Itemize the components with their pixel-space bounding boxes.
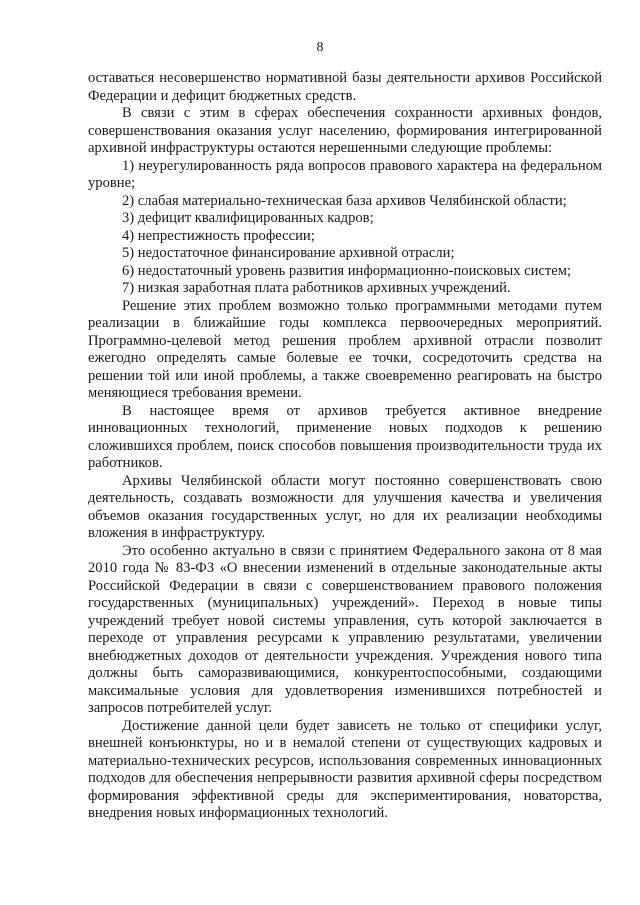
list-item: 5) недостаточное финансирование архивной отрасли; <box>122 245 455 261</box>
paragraph-innovation: В настоящее время от архивов требуется активное внедрение инновационных технологий, применение новых подходов к решению сложившихся проблем, поиск способов повышения производительности труда их работников. <box>88 402 602 471</box>
list-item: 2) слабая материально-техническая база архивов Челябинской области; <box>122 192 567 209</box>
list-item: 3) дефицит квалифицированных кадров; <box>122 210 374 226</box>
paragraph-federal-law: Это особенно актуально в связи с принятием Федерального закона от 8 мая 2010 года № 83-ФЗ «О внесении изменений в отдельные законодательные акты Российской Федерации в связи с совершенствованием правового положения государственных (муниципальных) учреждений». Переход в новые типы учреждений требует новой системы управления, суть которой заключается в переходе от управления ресурсами к управлению результатами, увеличении внебюджетных доходов от деятельности учреждения. Учреждения нового типа должны быть саморазвивающимися, конкурентоспособными, создающими максимальные условия для удовлетворения изменившихся потребностей и запросов потребителей услуг. <box>88 542 602 716</box>
paragraph-goal: Достижение данной цели будет зависеть не только от специфики услуг, внешней конъюнктуры, но и в немалой степени от существующих кадровых и материально-технических ресурсов, использования современных инновационных подходов для обеспечения непрерывности развития архивной сферы посредством формирования эффективной среды для экспериментирования, новаторства, внедрения новых информационных технологий. <box>88 717 602 821</box>
paragraph-solution: Решение этих проблем возможно только программными методами путем реализации в ближайшие годы комплекса первоочередных мероприятий. Программно-целевой метод решения проблем архивной отрасли позволит ежегодно определять самые болевые ее точки, сосредоточить средства на решении той или иной проблемы, а также своевременно реагировать на быстро меняющиеся требования времени. <box>88 297 602 401</box>
paragraph-archives-improvement: Архивы Челябинской области могут постоянно совершенствовать свою деятельность, создавать возможности для улучшения качества и увеличения объемов оказания государственных услуг, но для их реализации необходимы вложения в инфраструктуру. <box>88 472 602 541</box>
list-item: 6) недостаточный уровень развития информационно-поисковых систем; <box>122 262 572 279</box>
paragraph-problems-intro: В связи с этим в сферах обеспечения сохранности архивных фондов, совершенствования оказания услуг населению, формирования интегрированной архивной инфраструктуры остаются нерешенными следующие проблемы: <box>88 105 602 156</box>
list-item: 4) непрестижность профессии; <box>122 227 315 244</box>
page-number: 8 <box>316 40 324 55</box>
list-item: 1) неурегулированность ряда вопросов правового характера на федеральном уровне; <box>88 157 602 191</box>
paragraph-continuation: оставаться несовершенство нормативной базы деятельности архивов Российской Федерации и дефицит бюджетных средств. <box>88 70 602 104</box>
body-text <box>88 70 602 823</box>
list-item: 7) низкая заработная плата работников архивных учреждений. <box>122 280 511 296</box>
